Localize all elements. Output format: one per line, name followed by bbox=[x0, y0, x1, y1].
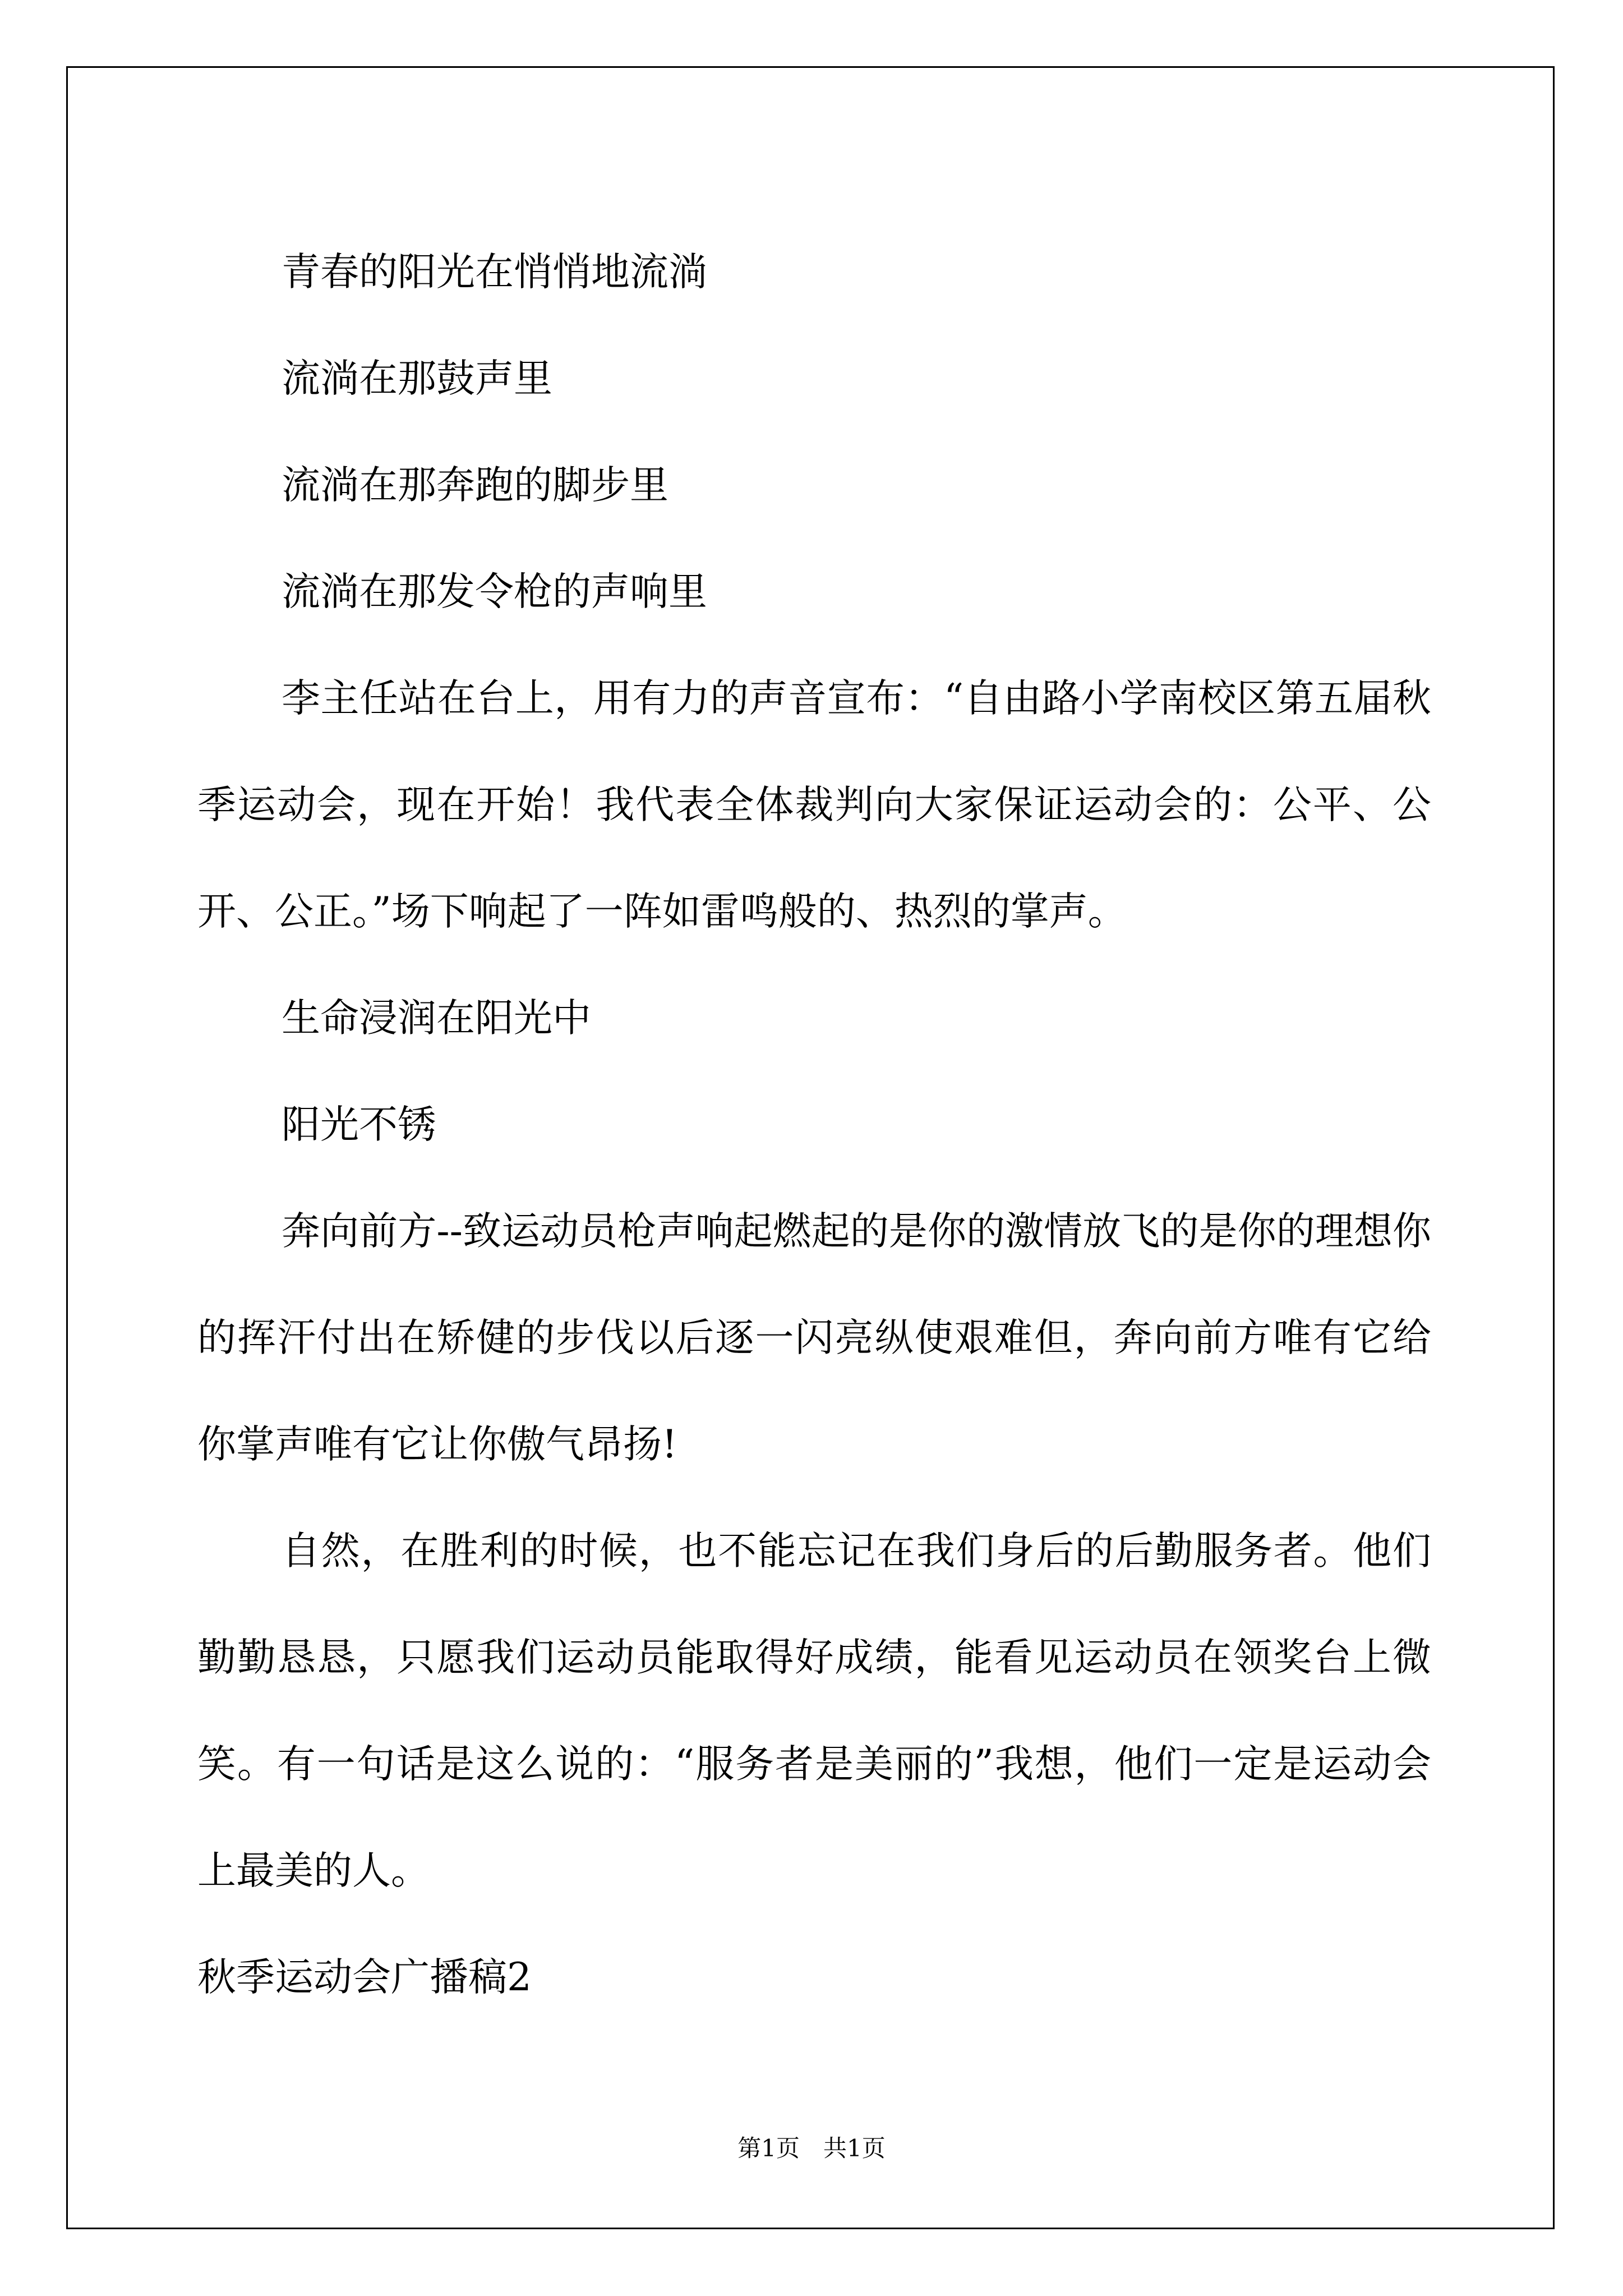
paragraph: 李主任站在台上，用有力的声音宣布：“自由路小学南校区第五届秋季运动会，现在开始！我代表全体裁判向大家保证运动会的：公平、公开、公正。”场下响起了一阵如雷鸣般的、热烈的掌声。 bbox=[197, 676, 1431, 934]
paragraph: 流淌在那奔跑的脚步里 bbox=[282, 463, 668, 508]
document-body bbox=[197, 219, 1431, 2031]
paragraph: 青春的阳光在悄悄地流淌 bbox=[282, 250, 707, 295]
page-footer: 第1页 共1页 bbox=[737, 2134, 886, 2162]
paragraph: 阳光不锈 bbox=[282, 1102, 436, 1147]
paragraph: 流淌在那发令枪的声响里 bbox=[282, 569, 707, 614]
paragraph: 生命浸润在阳光中 bbox=[282, 996, 591, 1041]
section-heading: 秋季运动会广播稿2 bbox=[197, 1955, 532, 2000]
paragraph: 奔向前方--致运动员枪声响起燃起的是你的激情放飞的是你的理想你的挥汗付出在矫健的步伐以后逐一闪亮纵使艰难但，奔向前方唯有它给你掌声唯有它让你傲气昂扬! bbox=[197, 1209, 1431, 1467]
paragraph: 自然，在胜利的时候，也不能忘记在我们身后的后勤服务者。他们勤勤恳恳，只愿我们运动员能取得好成绩，能看见运动员在领奖台上微笑。有一句话是这么说的：“服务者是美丽的”我想，他们一定是运动会上最美的人。 bbox=[197, 1529, 1431, 1893]
paragraph: 流淌在那鼓声里 bbox=[282, 356, 552, 401]
